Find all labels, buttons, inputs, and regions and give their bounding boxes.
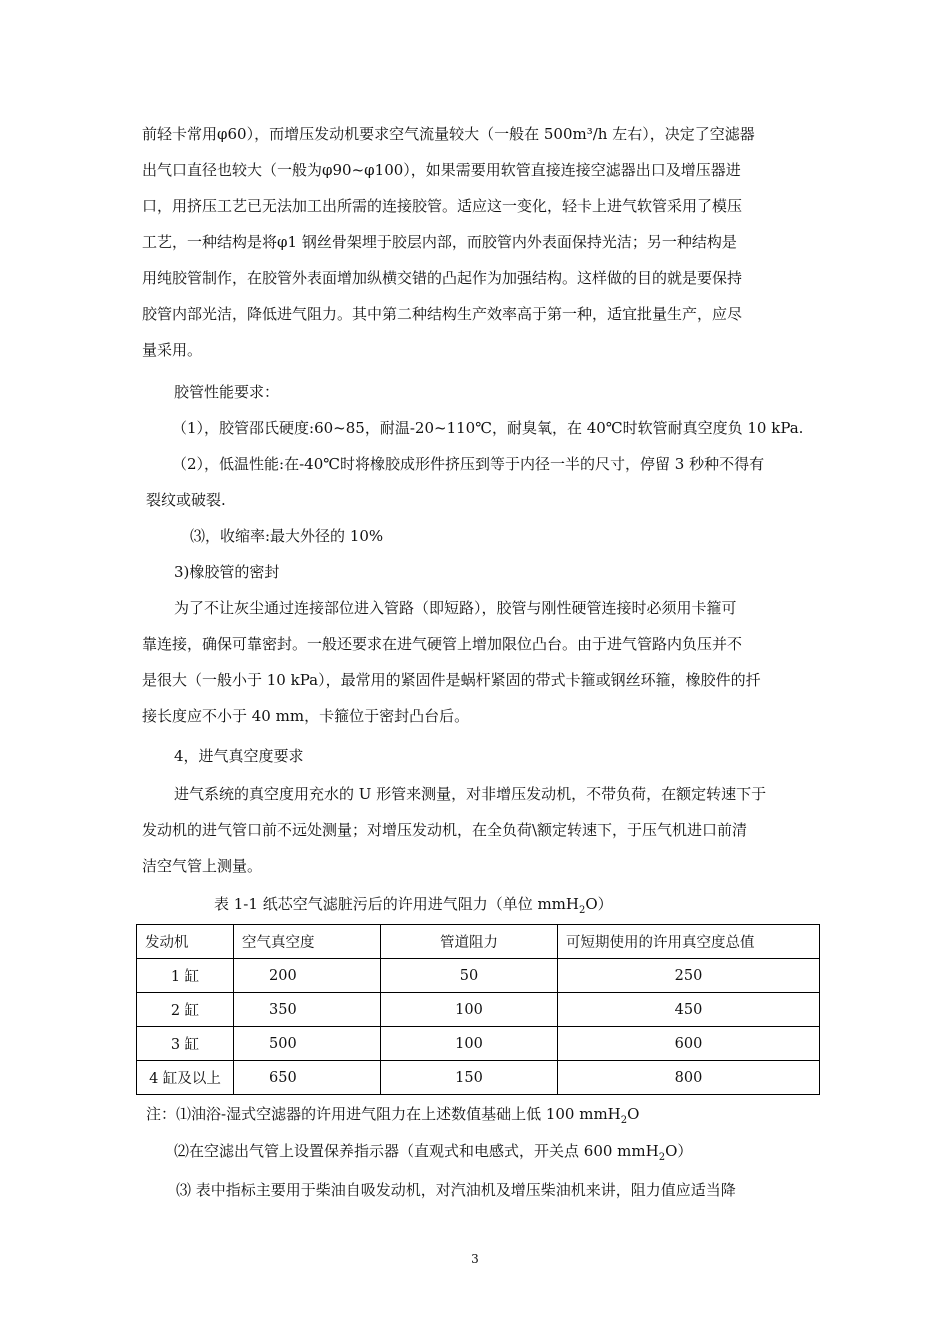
page-number: 3: [471, 1252, 479, 1266]
table-header: 空气真空度: [234, 925, 381, 959]
paragraph-line: 量采用。: [142, 341, 203, 359]
requirement-item: ⑶，收缩率:最大外径的 10%: [190, 527, 384, 545]
paragraph-line: 前轻卡常用φ60），而增压发动机要求空气流量较大（一般在 500m³/h 左右），决定了空滤器: [142, 125, 755, 143]
table-caption: 表 1-1 纸芯空气滤脏污后的许用进气阻力（单位 mmH$_2$O）: [214, 895, 613, 916]
section-heading: 4，进气真空度要求: [174, 747, 304, 765]
table-cell: 650: [234, 1061, 381, 1095]
table-note: 注：⑴油浴-湿式空滤器的许用进气阻力在上述数值基础上低 100 mmH$_2$O: [146, 1105, 640, 1126]
paragraph-line: 胶管内部光洁，降低进气阻力。其中第二种结构生产效率高于第一种，适宜批量生产，应尽: [142, 305, 743, 323]
paragraph-line: 用纯胶管制作，在胶管外表面增加纵横交错的凸起作为加强结构。这样做的目的就是要保持: [142, 269, 743, 287]
paragraph-line: 进气系统的真空度用充水的 U 形管来测量，对非增压发动机，不带负荷，在额定转速下于: [174, 785, 767, 803]
table-cell: 1 缸: [137, 959, 234, 993]
table-cell: 600: [558, 1027, 820, 1061]
table-cell: 3 缸: [137, 1027, 234, 1061]
table-header: 发动机: [137, 925, 234, 959]
table-row: [137, 959, 820, 993]
table-cell: 800: [558, 1061, 820, 1095]
table-cell: 100: [381, 993, 558, 1027]
table-cell: 250: [558, 959, 820, 993]
paragraph-line: 接长度应不小于 40 mm，卡箍位于密封凸台后。: [142, 707, 470, 725]
table-cell: 350: [234, 993, 381, 1027]
table-row: [137, 1061, 820, 1095]
requirement-item-cont: 裂纹或破裂.: [146, 491, 226, 509]
table-header: 管道阻力: [381, 925, 558, 959]
resistance-table: [136, 924, 820, 1095]
paragraph-line: 口，用挤压工艺已无法加工出所需的连接胶管。适应这一变化，轻卡上进气软管采用了模压: [142, 197, 743, 215]
table-note: ⑵在空滤出气管上设置保养指示器（直观式和电感式，开关点 600 mmH$_2$O）: [174, 1142, 693, 1163]
section-heading: 胶管性能要求：: [174, 383, 280, 401]
requirement-item: （2），低温性能:在-40℃时将橡胶成形件挤压到等于内径一半的尺寸，停留 3 秒种不得有: [172, 455, 765, 473]
table-cell: 450: [558, 993, 820, 1027]
requirement-item: （1），胶管邵氏硬度:60~85，耐温-20~110℃，耐臭氧，在 40℃时软管耐真空度负 10 kPa.: [172, 419, 804, 437]
table-header: 可短期使用的许用真空度总值: [558, 925, 820, 959]
table-cell: 4 缸及以上: [137, 1061, 234, 1095]
section-heading: 3)橡胶管的密封: [174, 563, 280, 581]
table-cell: 2 缸: [137, 993, 234, 1027]
table-cell: 50: [381, 959, 558, 993]
paragraph-line: 洁空气管上测量。: [142, 857, 263, 875]
paragraph-line: 为了不让灰尘通过连接部位进入管路（即短路），胶管与刚性硬管连接时必须用卡箍可: [174, 599, 737, 617]
paragraph-line: 出气口直径也较大（一般为φ90~φ100），如果需要用软管直接连接空滤器出口及增压器进: [142, 161, 741, 179]
table-row: [137, 993, 820, 1027]
table-note: ⑶ 表中指标主要用于柴油自吸发动机，对汽油机及增压柴油机来讲，阻力值应适当降: [176, 1181, 736, 1199]
paragraph-line: 发动机的进气管口前不远处测量；对增压发动机，在全负荷\额定转速下，于压气机进口前清: [142, 821, 748, 839]
table-cell: 150: [381, 1061, 558, 1095]
table-header-row: [137, 925, 820, 959]
paragraph-line: 工艺，一种结构是将φ1 钢丝骨架埋于胶层内部，而胶管内外表面保持光洁；另一种结构是: [142, 233, 737, 251]
table-row: [137, 1027, 820, 1061]
paragraph-line: 靠连接，确保可靠密封。一般还要求在进气硬管上增加限位凸台。由于进气管路内负压并不: [142, 635, 743, 653]
table-cell: 200: [234, 959, 381, 993]
paragraph-line: 是很大（一般小于 10 kPa），最常用的紧固件是蜗杆紧固的带式卡箍或钢丝环箍，橡胶件的扦: [142, 671, 761, 689]
table-cell: 100: [381, 1027, 558, 1061]
table-cell: 500: [234, 1027, 381, 1061]
